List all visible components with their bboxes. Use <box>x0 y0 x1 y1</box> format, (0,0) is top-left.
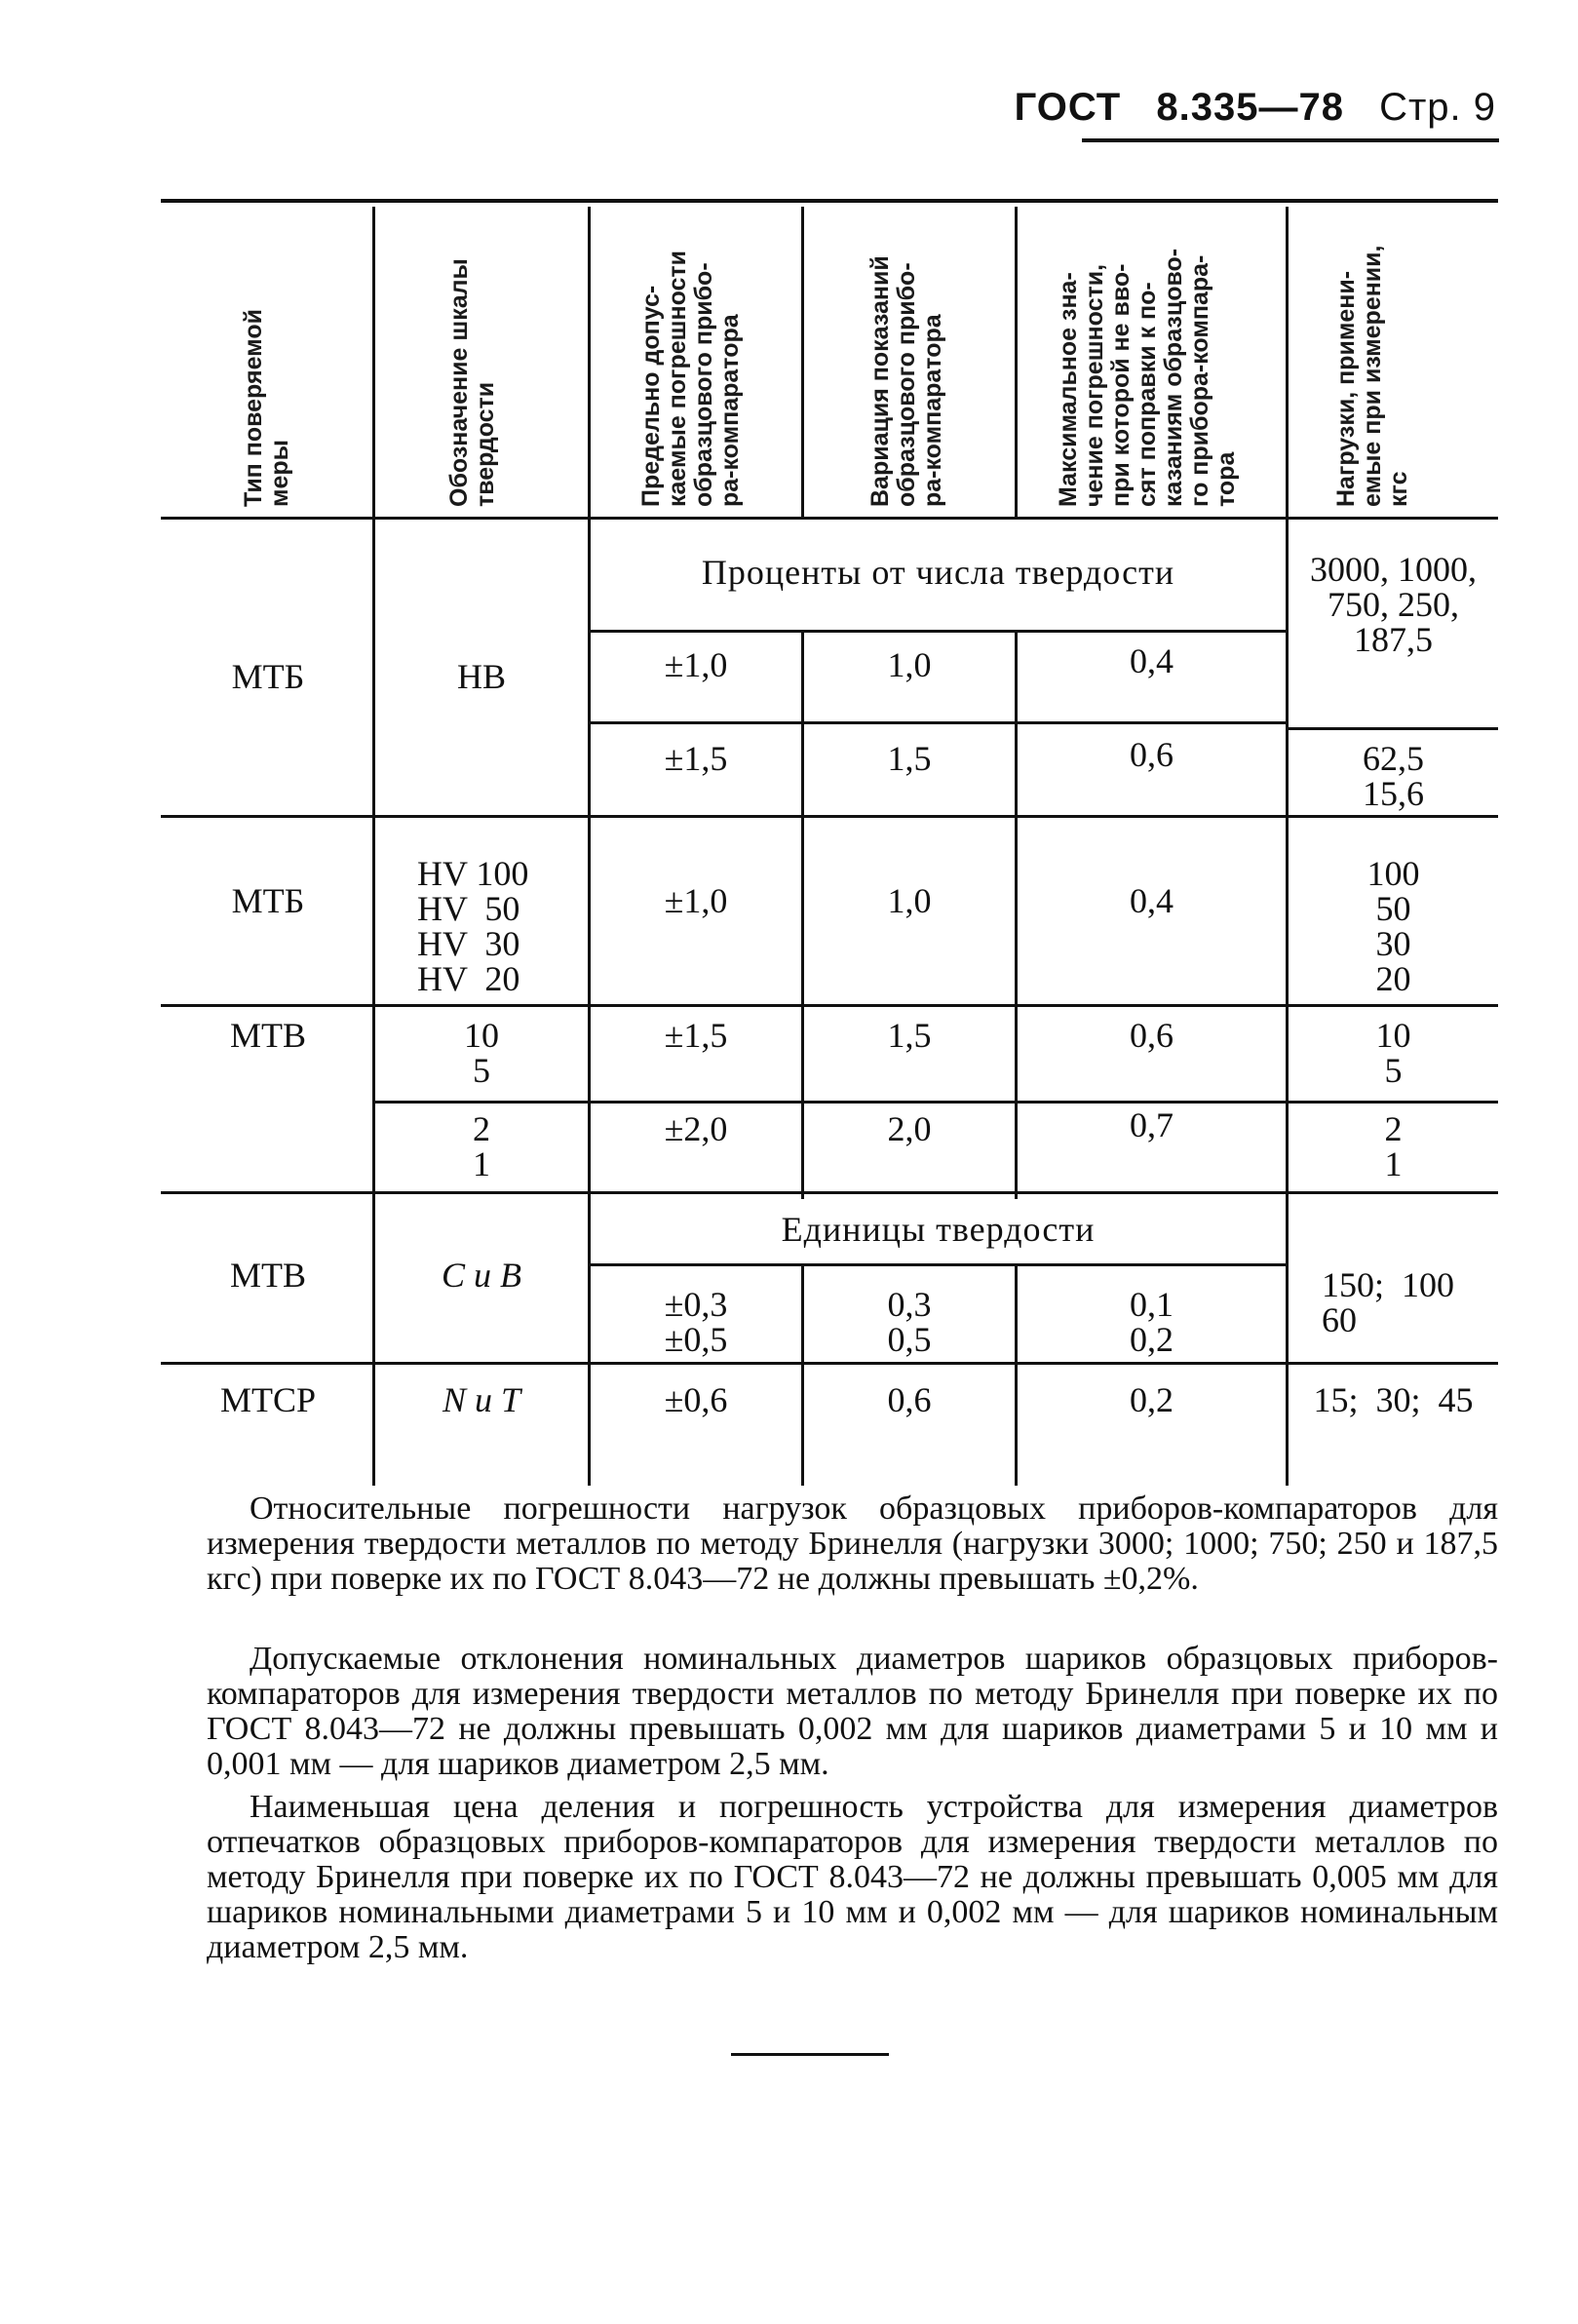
cell-max-error: 0,6 <box>1130 1016 1174 1055</box>
span-label-percent: Проценты от числа твердости <box>701 553 1175 592</box>
rule-row2-end <box>161 1004 1498 1007</box>
cell-max-error: 0,4 <box>1130 881 1174 920</box>
rule-under-percent-label <box>588 630 1286 633</box>
cell-error-limit: ±0,3 ±0,5 <box>664 1285 728 1359</box>
cell-variation: 1,0 <box>887 881 932 920</box>
cell-scale: N и T <box>442 1380 521 1419</box>
cell-error-limit: ±1,0 <box>664 881 728 920</box>
cell-max-error: 0,2 <box>1130 1380 1174 1419</box>
closing-rule <box>731 2053 889 2056</box>
col-header-variation: Вариация показаний образцового прибо- ра-компаратора <box>866 255 946 507</box>
cell-error-limit: ±1,0 <box>664 645 728 684</box>
cell-type: МТВ <box>229 1016 306 1055</box>
cell-loads: 62,5 15,6 <box>1363 739 1424 813</box>
cell-max-error: 0,4 <box>1130 641 1174 680</box>
cell-variation: 1,5 <box>887 739 932 778</box>
cell-type: МТБ <box>231 881 305 920</box>
cell-type: МТВ <box>229 1256 306 1295</box>
cell-loads: 3000, 1000, 750, 250, 187,5 <box>1310 550 1477 659</box>
col-header-loads: Нагрузки, примени- емые при измерении, кгс <box>1332 245 1412 507</box>
cell-scale: HV 100 HV 50 HV 30 HV 20 <box>417 854 529 998</box>
cell-error-limit: ±1,5 <box>664 739 728 778</box>
col-header-type: Тип поверяемой меры <box>240 309 293 507</box>
col-rule-4-header <box>1015 207 1018 517</box>
col-header-error-limit: Предельно допус- каемые погрешности образцового прибо- ра-компаратора <box>637 250 744 507</box>
cell-max-error: 0,1 0,2 <box>1130 1285 1174 1359</box>
cell-variation: 1,5 <box>887 1016 932 1055</box>
cell-loads: 15; 30; 45 <box>1313 1380 1474 1419</box>
rule-row3-split <box>372 1101 1498 1104</box>
cell-variation: 0,6 <box>887 1380 932 1419</box>
paragraph-measuring-device: Наименьшая цена деления и погрешность устройства для измерения диаметров отпечатков образцовых приборов-компараторов для измерения твердости металлов по методу Бринелля при поверке их по ГОСТ 8.043—72 не должны превышать 0,005 мм для шариков номинальными диаметрами 5 и 10 мм и 0,002 мм — для шариков номинальным диаметром 2,5 мм. <box>207 1789 1498 1965</box>
cell-type: МТБ <box>231 657 305 696</box>
running-head <box>991 86 1496 130</box>
rule-row4-end <box>161 1362 1498 1365</box>
rule-loads-split <box>1286 727 1498 730</box>
page-number: Стр. 9 <box>1379 86 1496 129</box>
cell-type: МТСР <box>219 1380 317 1419</box>
cell-error-limit: ±1,5 <box>664 1016 728 1055</box>
cell-scale: 10 5 <box>464 1016 499 1090</box>
cell-scale: 2 1 <box>473 1109 490 1183</box>
paragraph-load-errors: Относительные погрешности нагрузок образцовых приборов-компараторов для измерения твердости металлов по методу Бринелля (нагрузки 3000; 1000; 750; 250 и 187,5 кгс) при поверке их по ГОСТ 8.043—72 не должны превышать ±0,2%. <box>207 1491 1498 1597</box>
col-header-scale: Обозначение шкалы твердости <box>445 258 499 507</box>
header-bottom-rule <box>161 517 1498 520</box>
col-rule-3-header <box>801 207 804 517</box>
cell-loads: 10 5 <box>1375 1016 1411 1090</box>
cell-loads: 100 50 30 20 <box>1366 854 1420 998</box>
cell-loads: 150; 100 60 <box>1322 1265 1455 1339</box>
span-label-units: Единицы твердости <box>781 1210 1096 1249</box>
standard-label: ГОСТ <box>1014 86 1122 129</box>
rule-row1-split <box>588 721 1286 724</box>
rule-row1-end <box>161 815 1498 818</box>
standard-number: 8.335—78 <box>1156 86 1344 129</box>
table-top-rule <box>161 199 1498 203</box>
cell-variation: 1,0 <box>887 645 932 684</box>
col-rule-5 <box>1286 207 1289 1486</box>
cell-loads: 2 1 <box>1384 1109 1403 1183</box>
rule-row3-end <box>161 1191 1498 1194</box>
cell-variation: 0,3 0,5 <box>887 1285 932 1359</box>
header-rule <box>1082 138 1499 142</box>
cell-scale: С и В <box>441 1256 521 1295</box>
cell-max-error: 0,6 <box>1130 735 1174 774</box>
col-rule-1 <box>372 207 375 1486</box>
cell-variation: 2,0 <box>887 1109 932 1148</box>
cell-error-limit: ±0,6 <box>664 1380 728 1419</box>
rule-under-units-label <box>588 1263 1286 1266</box>
col-header-max-error: Максимальное зна- чение погрешности, при которой не вво- сят поправки к по- казаниям образцово- го прибора-компара- тора <box>1055 248 1240 507</box>
paragraph-ball-diameters: Допускаемые отклонения номинальных диаметров шариков образцовых приборов-компараторов для измерения твердости металлов по методу Бринелля при поверке их по ГОСТ 8.043—72 не должны превышать 0,002 мм для шариков диаметрами 5 и 10 мм и 0,001 мм — для шариков диаметром 2,5 мм. <box>207 1641 1498 1782</box>
cell-error-limit: ±2,0 <box>664 1109 728 1148</box>
cell-max-error: 0,7 <box>1130 1105 1174 1144</box>
cell-scale: НВ <box>456 657 506 696</box>
